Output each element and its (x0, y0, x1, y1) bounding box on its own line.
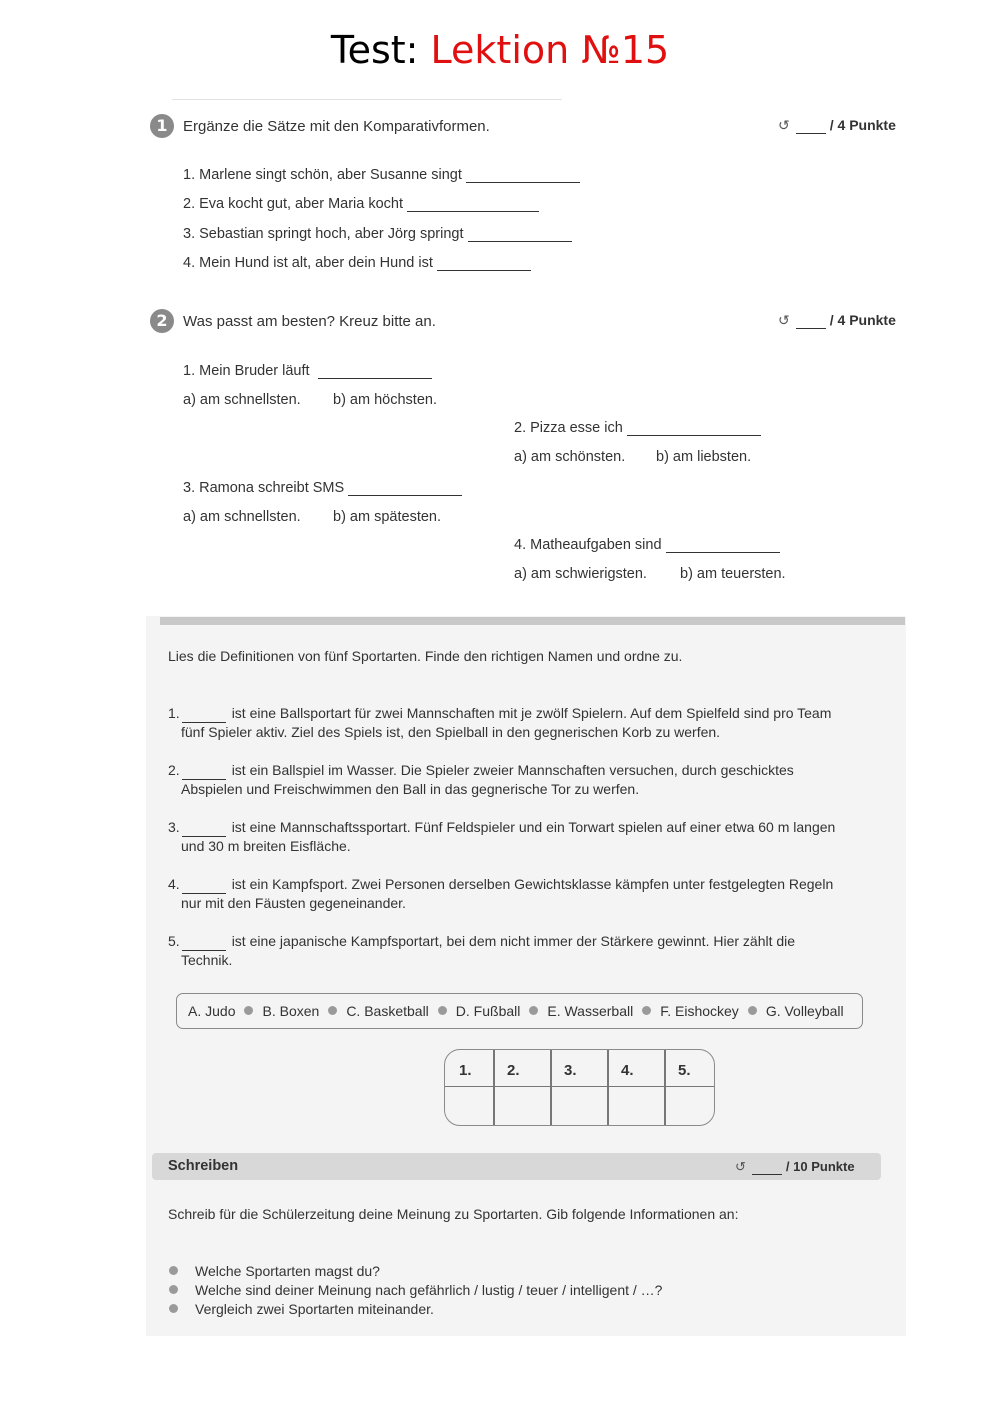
answer-blank[interactable] (666, 539, 780, 553)
section2-instruction: Was passt am besten? Kreuz bitte an. (183, 313, 436, 330)
section1-instruction: Ergänze die Sätze mit den Komparativformen. (183, 118, 490, 135)
s2-q2-option-a[interactable]: a) am schönsten. (514, 449, 626, 465)
option-item: F. Eishockey (660, 1003, 739, 1019)
answer-blank[interactable] (407, 198, 539, 212)
grid-header: 5. (664, 1050, 714, 1087)
undo-icon: ↺ (735, 1159, 746, 1174)
answer-blank[interactable] (466, 169, 580, 183)
option-item: A. Judo (188, 1003, 236, 1019)
divider (172, 99, 562, 100)
scan-top-shadow (160, 617, 905, 625)
s2-q1-option-a[interactable]: a) am schnellsten. (183, 392, 301, 408)
grid-header: 2. (493, 1050, 550, 1087)
title-prefix: Test: (330, 28, 419, 72)
s1-item-3: 3. Sebastian springt hoch, aber Jörg springt (183, 226, 572, 242)
grid-answer-cell[interactable] (664, 1087, 714, 1124)
grid-header: 1. (445, 1050, 502, 1087)
s1-item-2: 2. Eva kocht gut, aber Maria kocht (183, 196, 539, 212)
grid-column (550, 1050, 607, 1125)
definition-4: 4. ist ein Kampfsport. Zwei Personen derselben Gewichtsklasse kämpfen unter festgelegten Regeln nur mit den Fäusten gegeneinander. (168, 876, 834, 911)
bullet-icon (328, 1006, 337, 1015)
sport-options-box (176, 993, 863, 1029)
grid-answer-cell[interactable] (550, 1087, 607, 1124)
answer-blank[interactable] (627, 422, 761, 436)
s2-q2: 2. Pizza esse ich (514, 420, 761, 436)
writing-bullet-1: Welche Sportarten magst du? (195, 1263, 380, 1279)
definition-1: 1. ist eine Ballsportart für zwei Mannschaften mit je zwölf Spielern. Auf dem Spielfeld sind pro Team fünf Spieler aktiv. Ziel des Spiels ist, den Spielball in den gegnerischen Korb zu werfen. (168, 705, 832, 740)
bullet-icon (438, 1006, 447, 1015)
bullet-icon (169, 1304, 178, 1313)
definition-5: 5. ist eine japanische Kampfsportart, bei dem nicht immer der Stärkere gewinnt. Hier zählt die Technik. (168, 933, 796, 968)
undo-icon: ↺ (778, 117, 790, 133)
section-number-badge: 1 (150, 114, 174, 138)
answer-blank[interactable] (468, 228, 572, 242)
option-item: G. Volleyball (765, 1003, 844, 1019)
page-title (0, 28, 1000, 72)
undo-icon: ↺ (778, 312, 790, 328)
definition-2: 2. ist ein Ballspiel im Wasser. Die Spieler zweier Mannschaften versuchen, durch geschicktes Abspielen und Freischwimmen den Ball in das gegnerische Tor zu werfen. (168, 762, 794, 797)
grid-header: 4. (607, 1050, 664, 1087)
s2-q3: 3. Ramona schreibt SMS (183, 480, 462, 496)
bullet-icon (642, 1006, 651, 1015)
s2-q1-option-b[interactable]: b) am höchsten. (333, 392, 437, 408)
s2-q2-option-b[interactable]: b) am liebsten. (656, 449, 752, 465)
s2-q4-option-b[interactable]: b) am teuersten. (680, 566, 786, 582)
grid-column (664, 1050, 714, 1125)
option-item: D. Fußball (455, 1003, 521, 1019)
answer-blank[interactable] (348, 482, 462, 496)
grid-column (493, 1050, 550, 1125)
s1-item-4: 4. Mein Hund ist alt, aber dein Hund ist (183, 255, 531, 271)
option-item: C. Basketball (346, 1003, 429, 1019)
writing-title: Schreiben (168, 1158, 239, 1174)
bullet-icon (244, 1006, 253, 1015)
grid-answer-cell[interactable] (607, 1087, 664, 1124)
section1-points: ↺ / 4 Punkte (778, 117, 896, 133)
bullet-icon (529, 1006, 538, 1015)
grid-answer-cell[interactable] (493, 1087, 550, 1124)
grid-header: 3. (550, 1050, 607, 1087)
writing-points: ↺ / 10 Punkte (735, 1159, 855, 1174)
section3-instruction: Lies die Definitionen von fünf Sportarten. Finde den richtigen Namen und ordne zu. (168, 648, 683, 664)
option-item: E. Wasserball (547, 1003, 634, 1019)
section-number-badge: 2 (150, 309, 174, 333)
answer-grid (444, 1049, 715, 1126)
s2-q1: 1. Mein Bruder läuft (183, 363, 432, 379)
grid-column (607, 1050, 664, 1125)
bullet-icon (169, 1266, 178, 1275)
answer-blank[interactable] (437, 257, 531, 271)
s2-q4: 4. Matheaufgaben sind (514, 537, 780, 553)
s2-q4-option-a[interactable]: a) am schwierigsten. (514, 566, 647, 582)
writing-bullet-2: Welche sind deiner Meinung nach gefährlich / lustig / teuer / intelligent / …? (195, 1282, 663, 1298)
writing-instruction: Schreib für die Schülerzeitung deine Meinung zu Sportarten. Gib folgende Informationen an: (168, 1206, 739, 1222)
bullet-icon (169, 1285, 178, 1294)
definition-3: 3. ist eine Mannschaftssportart. Fünf Feldspieler und ein Torwart spielen auf einer etwa 60 m langen und 30 m breiten Eisfläche. (168, 819, 836, 854)
section2-points: ↺ / 4 Punkte (778, 312, 896, 328)
s2-q3-option-a[interactable]: a) am schnellsten. (183, 509, 301, 525)
title-highlight: Lektion №15 (430, 28, 670, 72)
answer-blank[interactable] (318, 365, 432, 379)
writing-bullet-3: Vergleich zwei Sportarten miteinander. (195, 1301, 434, 1317)
s1-item-1: 1. Marlene singt schön, aber Susanne singt (183, 167, 580, 183)
bullet-icon (748, 1006, 757, 1015)
option-item: B. Boxen (262, 1003, 320, 1019)
s2-q3-option-b[interactable]: b) am spätesten. (333, 509, 441, 525)
